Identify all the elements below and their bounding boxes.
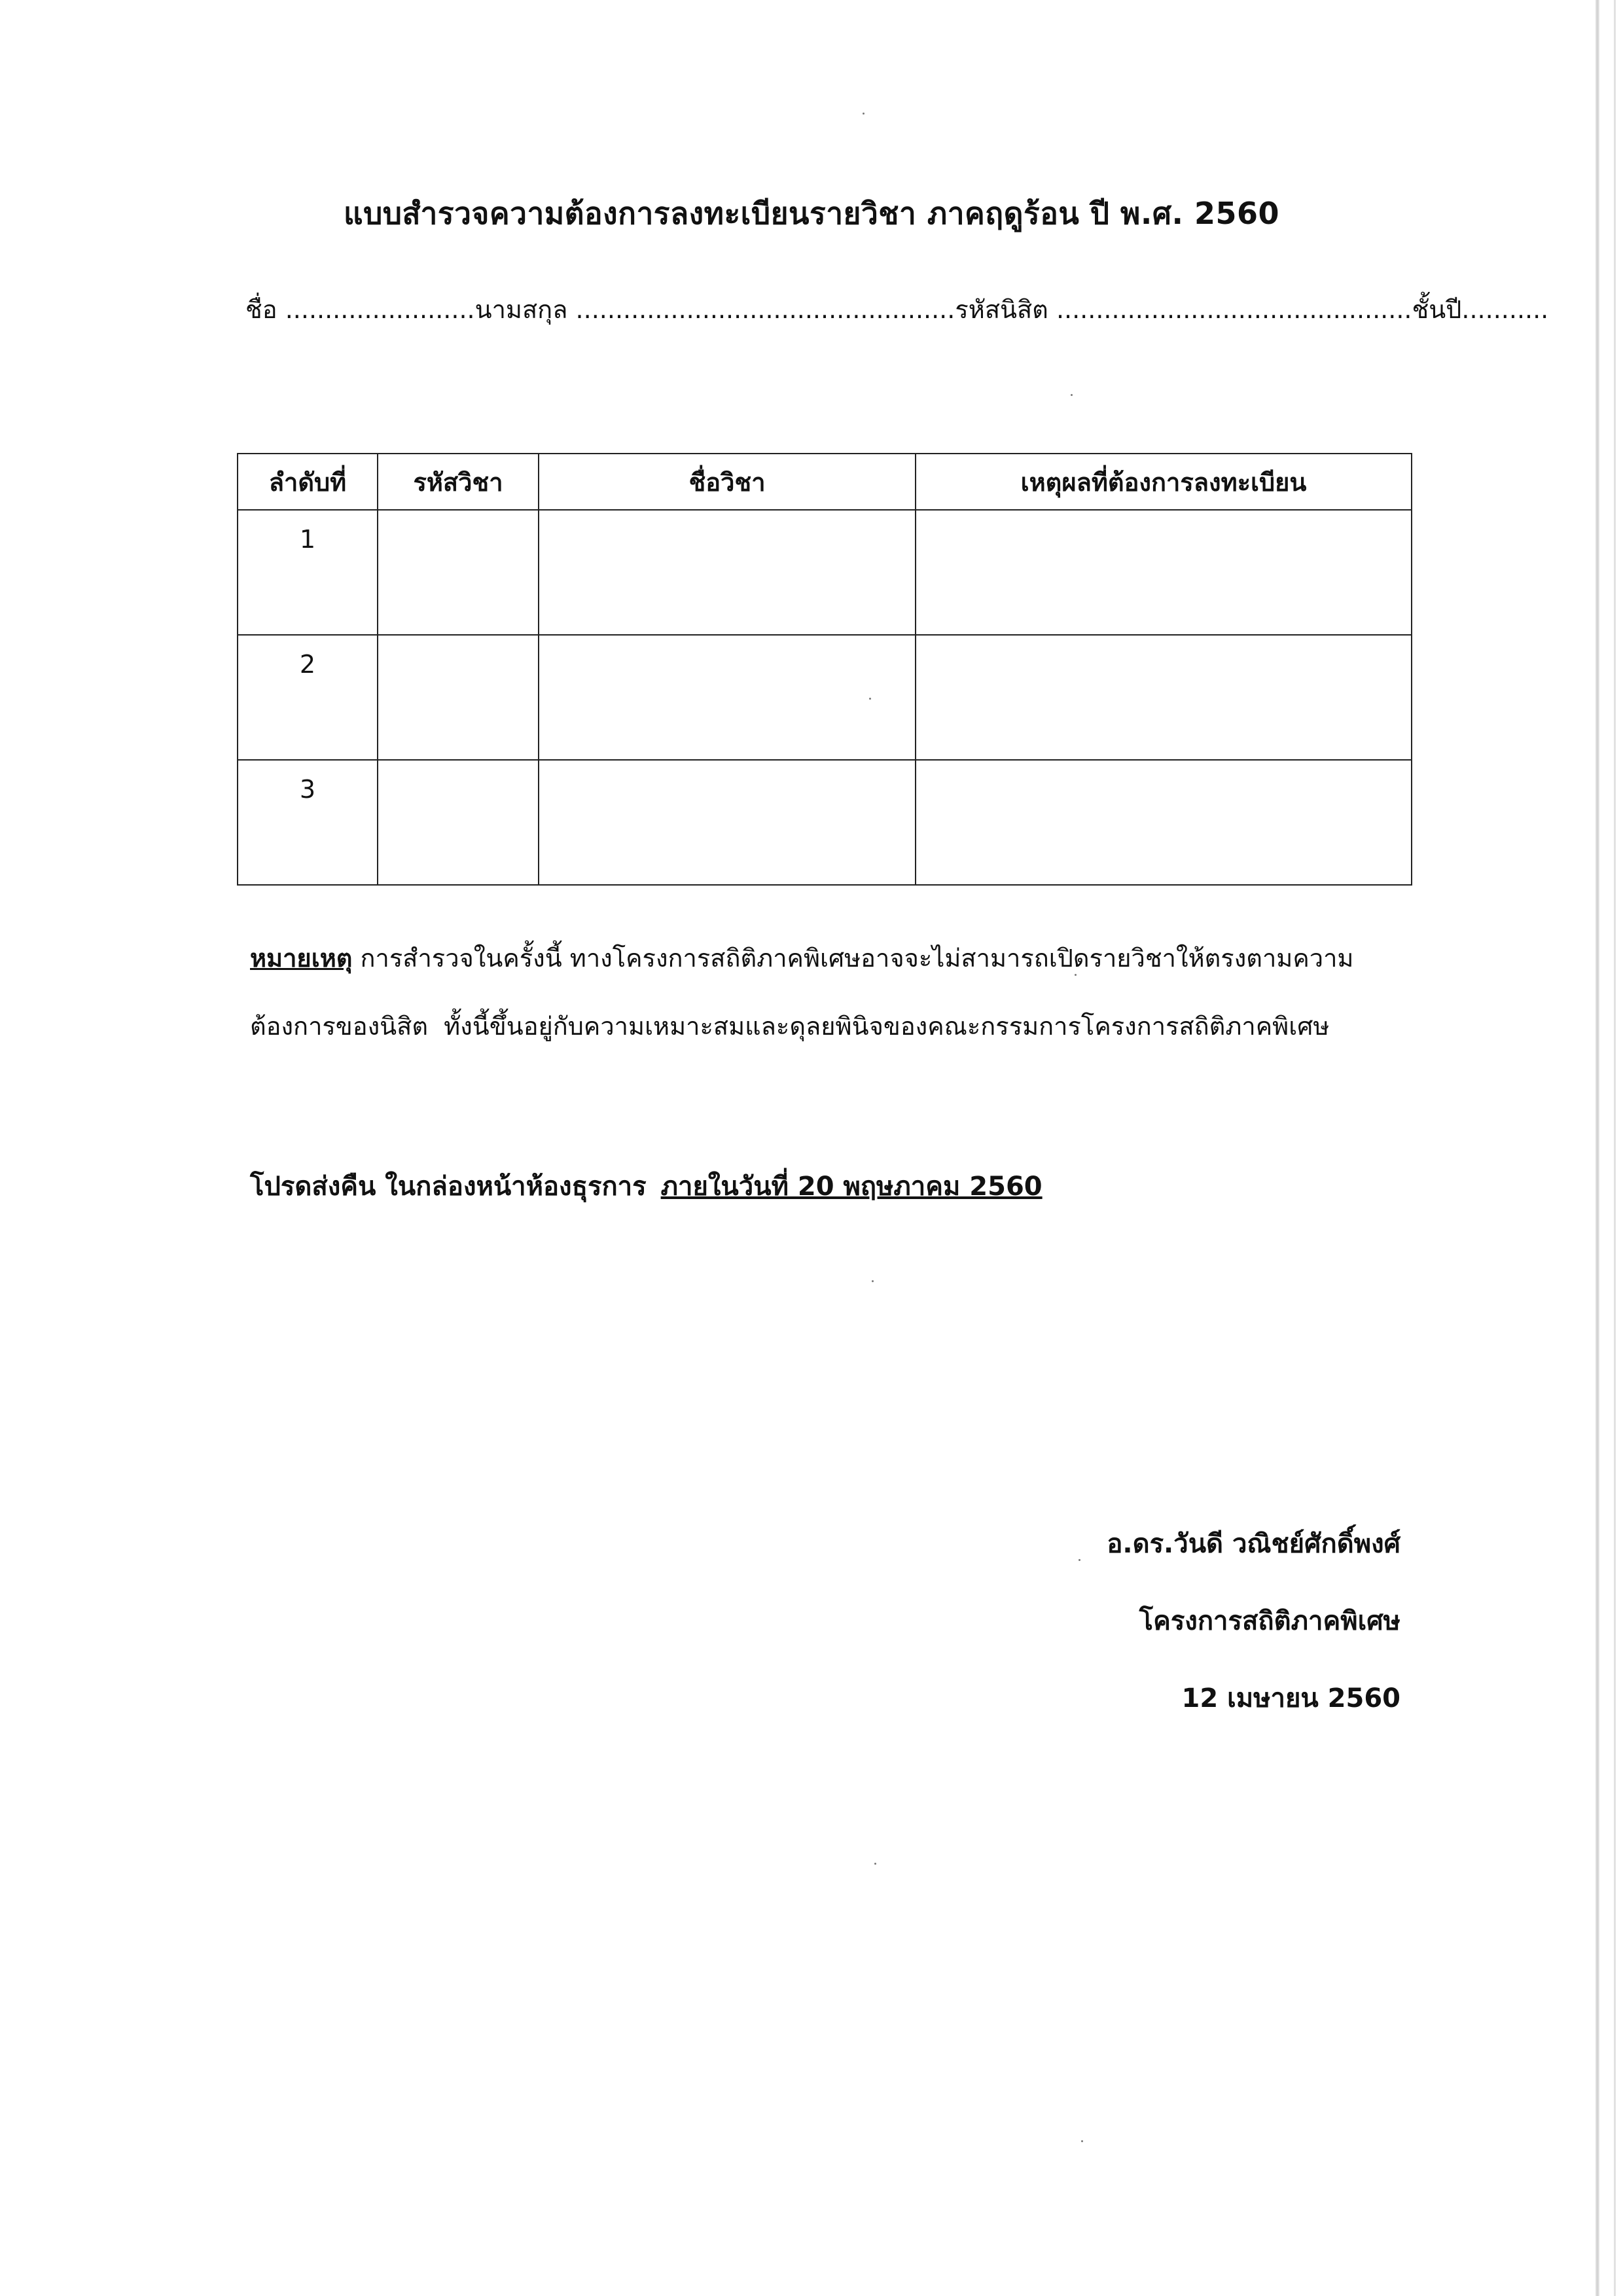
student-id-blank[interactable]: .............................................: [1048, 295, 1412, 324]
scan-speck: [1081, 2140, 1083, 2142]
course-name-cell[interactable]: [539, 510, 916, 635]
name-blank[interactable]: ........................: [277, 295, 475, 324]
year-blank[interactable]: ...........: [1461, 295, 1549, 324]
scan-speck: [1075, 974, 1077, 976]
scan-edge-secondary: [1614, 0, 1616, 2296]
table-header-row: [238, 454, 1412, 510]
document-title: แบบสำรวจความต้องการลงทะเบียนรายวิชา ภาคฤดูร้อน ปี พ.ศ. 2560: [343, 196, 1280, 231]
header-reason: เหตุผลที่ต้องการลงทะเบียน: [916, 454, 1412, 510]
course-name-cell[interactable]: [539, 635, 916, 760]
signature-date: 12 เมษายน 2560: [1181, 1683, 1400, 1713]
return-deadline: ภายในวันที่ 20 พฤษภาคม 2560: [660, 1172, 1043, 1202]
scan-speck: [1079, 1559, 1080, 1561]
row-number: 3: [238, 760, 378, 885]
student-info-line: [245, 289, 1549, 329]
course-name-cell[interactable]: [539, 760, 916, 885]
course-request-table: [237, 453, 1412, 886]
header-course-code: รหัสวิชา: [378, 454, 539, 510]
row-number: 2: [238, 635, 378, 760]
return-instruction: [250, 1165, 1415, 1207]
scan-speck: [869, 698, 871, 700]
reason-cell[interactable]: [916, 760, 1412, 885]
scan-speck: [874, 1863, 876, 1865]
scan-speck: [872, 1280, 874, 1282]
table-row: [238, 510, 1412, 635]
surname-label: นามสกุล: [474, 295, 568, 324]
year-label: ชั้นปี: [1412, 295, 1462, 324]
surname-blank[interactable]: ................................................: [567, 295, 955, 324]
student-id-label: รหัสนิสิต: [955, 295, 1048, 324]
return-text: โปรดส่งคืน ในกล่องหน้าห้องธุรการ: [250, 1172, 647, 1202]
scan-edge: [1596, 0, 1599, 2296]
signature-block: [1107, 1505, 1400, 1737]
header-course-name: ชื่อวิชา: [539, 454, 916, 510]
scan-speck: [863, 113, 865, 115]
reason-cell[interactable]: [916, 510, 1412, 635]
course-code-cell[interactable]: [378, 635, 539, 760]
note-line-2: ต้องการของนิสิต ทั้งนี้ขึ้นอยู่กับความเหมาะสมและดุลยพินิจของคณะกรรมการโครงการสถิติภาคพิเศษ: [250, 1012, 1330, 1041]
row-number: 1: [238, 510, 378, 635]
header-order: ลำดับที่: [238, 454, 378, 510]
signatory-organization: โครงการสถิติภาคพิเศษ: [1139, 1606, 1400, 1636]
note-line-1: [250, 924, 1415, 992]
reason-cell[interactable]: [916, 635, 1412, 760]
note-label: หมายเหตุ: [250, 944, 353, 973]
course-code-cell[interactable]: [378, 760, 539, 885]
table-row: [238, 635, 1412, 760]
table-row: [238, 760, 1412, 885]
note-text-1: การสำรวจในครั้งนี้ ทางโครงการสถิติภาคพิเศษอาจจะไม่สามารถเปิดรายวิชาให้ตรงตามความ: [352, 944, 1354, 973]
scan-speck: [1071, 394, 1073, 396]
name-label: ชื่อ: [245, 295, 277, 324]
note-section: [250, 924, 1415, 1060]
signatory-name: อ.ดร.วันดี วณิชย์ศักดิ์พงศ์: [1107, 1529, 1400, 1559]
course-code-cell[interactable]: [378, 510, 539, 635]
